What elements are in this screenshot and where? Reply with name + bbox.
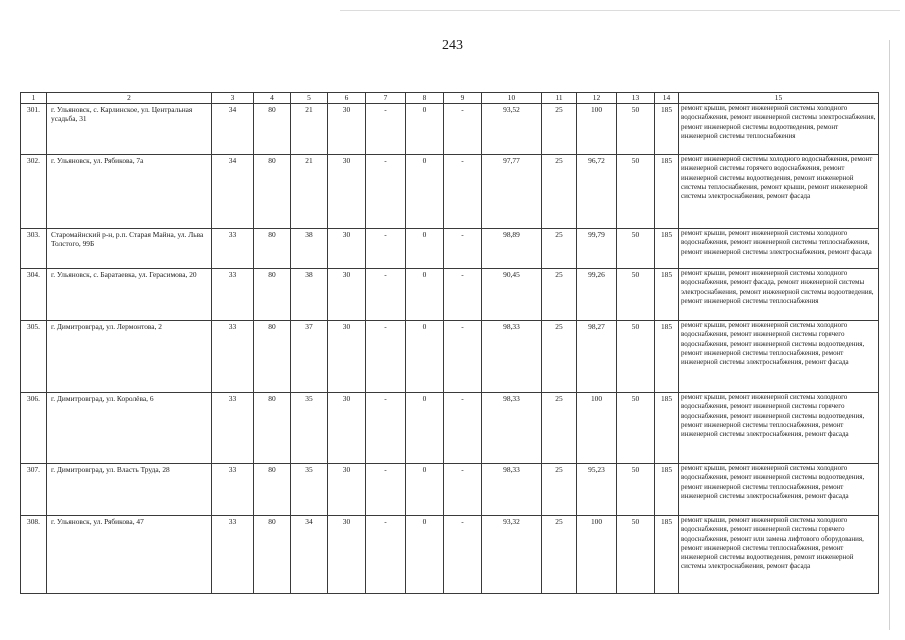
value-cell: 25 bbox=[542, 393, 577, 464]
value-cell: 185 bbox=[655, 104, 679, 155]
value-cell: - bbox=[366, 464, 406, 516]
value-cell: 30 bbox=[328, 104, 366, 155]
value-cell: - bbox=[366, 321, 406, 393]
value-cell: 185 bbox=[655, 229, 679, 269]
address-cell: г. Ульяновск, ул. Рябикова, 7а bbox=[47, 155, 212, 229]
value-cell: 25 bbox=[542, 464, 577, 516]
value-cell: 80 bbox=[254, 464, 291, 516]
value-cell: 25 bbox=[542, 229, 577, 269]
document-table-container bbox=[20, 92, 878, 594]
value-cell: 93,32 bbox=[482, 516, 542, 594]
value-cell: 50 bbox=[617, 321, 655, 393]
address-cell: г. Димитровград, ул. Королёва, 6 bbox=[47, 393, 212, 464]
column-header: 2 bbox=[47, 93, 212, 104]
value-cell: 33 bbox=[212, 269, 254, 321]
data-table bbox=[20, 92, 879, 594]
value-cell: 35 bbox=[291, 464, 328, 516]
scan-artifact-top bbox=[340, 10, 900, 11]
row-number: 308. bbox=[21, 516, 47, 594]
table-row bbox=[21, 104, 879, 155]
table-row bbox=[21, 516, 879, 594]
value-cell: 37 bbox=[291, 321, 328, 393]
value-cell: 185 bbox=[655, 269, 679, 321]
row-number: 305. bbox=[21, 321, 47, 393]
value-cell: 33 bbox=[212, 321, 254, 393]
value-cell: 25 bbox=[542, 269, 577, 321]
column-header: 3 bbox=[212, 93, 254, 104]
work-types-cell: ремонт крыши, ремонт инженерной системы холодного водоснабжения, ремонт фасада, ремонт инженерной системы электроснабжения, ремонт инженерной системы водоотведения, ремонт инженерной системы теплоснабжения bbox=[679, 269, 879, 321]
value-cell: 80 bbox=[254, 155, 291, 229]
value-cell: 30 bbox=[328, 269, 366, 321]
column-header: 4 bbox=[254, 93, 291, 104]
value-cell: - bbox=[444, 155, 482, 229]
row-number: 304. bbox=[21, 269, 47, 321]
value-cell: 185 bbox=[655, 155, 679, 229]
table-row bbox=[21, 155, 879, 229]
value-cell: 98,33 bbox=[482, 464, 542, 516]
page-number: 243 bbox=[442, 38, 463, 53]
value-cell: 95,23 bbox=[577, 464, 617, 516]
value-cell: 0 bbox=[406, 155, 444, 229]
table-row bbox=[21, 269, 879, 321]
value-cell: 185 bbox=[655, 393, 679, 464]
value-cell: 97,77 bbox=[482, 155, 542, 229]
table-row bbox=[21, 321, 879, 393]
value-cell: - bbox=[366, 269, 406, 321]
column-header: 14 bbox=[655, 93, 679, 104]
work-types-cell: ремонт крыши, ремонт инженерной системы холодного водоснабжения, ремонт инженерной системы теплоснабжения, ремонт инженерной системы электроснабжения, ремонт фасада bbox=[679, 229, 879, 269]
column-header: 11 bbox=[542, 93, 577, 104]
value-cell: 50 bbox=[617, 393, 655, 464]
value-cell: 50 bbox=[617, 155, 655, 229]
value-cell: 0 bbox=[406, 321, 444, 393]
work-types-cell: ремонт инженерной системы холодного водоснабжения, ремонт инженерной системы горячего водоснабжения, ремонт инженерной системы водоотведения, ремонт инженерной системы теплоснабжения, ремонт крыши, ремонт инженерной системы электроснабжения, ремонт фасада bbox=[679, 155, 879, 229]
value-cell: - bbox=[444, 269, 482, 321]
value-cell: 50 bbox=[617, 104, 655, 155]
value-cell: 25 bbox=[542, 516, 577, 594]
column-header: 1 bbox=[21, 93, 47, 104]
address-cell: г. Ульяновск, с. Баратаевка, ул. Герасимова, 20 bbox=[47, 269, 212, 321]
value-cell: 0 bbox=[406, 516, 444, 594]
value-cell: 21 bbox=[291, 104, 328, 155]
value-cell: 80 bbox=[254, 516, 291, 594]
row-number: 306. bbox=[21, 393, 47, 464]
value-cell: - bbox=[366, 516, 406, 594]
value-cell: 100 bbox=[577, 393, 617, 464]
value-cell: - bbox=[366, 393, 406, 464]
row-number: 302. bbox=[21, 155, 47, 229]
value-cell: - bbox=[444, 104, 482, 155]
value-cell: 80 bbox=[254, 269, 291, 321]
value-cell: 30 bbox=[328, 464, 366, 516]
value-cell: 96,72 bbox=[577, 155, 617, 229]
value-cell: - bbox=[444, 516, 482, 594]
address-cell: г. Ульяновск, ул. Рябикова, 47 bbox=[47, 516, 212, 594]
column-header: 8 bbox=[406, 93, 444, 104]
value-cell: 99,79 bbox=[577, 229, 617, 269]
value-cell: 30 bbox=[328, 155, 366, 229]
value-cell: 30 bbox=[328, 229, 366, 269]
column-header: 12 bbox=[577, 93, 617, 104]
value-cell: 80 bbox=[254, 393, 291, 464]
value-cell: 185 bbox=[655, 464, 679, 516]
work-types-cell: ремонт крыши, ремонт инженерной системы холодного водоснабжения, ремонт инженерной системы водоотведения, ремонт инженерной системы теплоснабжения, ремонт инженерной системы электроснабжения, ремонт фасада bbox=[679, 464, 879, 516]
value-cell: 98,33 bbox=[482, 321, 542, 393]
value-cell: - bbox=[366, 104, 406, 155]
row-number: 307. bbox=[21, 464, 47, 516]
value-cell: 34 bbox=[212, 155, 254, 229]
value-cell: 98,89 bbox=[482, 229, 542, 269]
column-header: 13 bbox=[617, 93, 655, 104]
value-cell: 80 bbox=[254, 229, 291, 269]
work-types-cell: ремонт крыши, ремонт инженерной системы холодного водоснабжения, ремонт инженерной системы электроснабжения, ремонт инженерной системы водоотведения, ремонт инженерной системы теплоснабжения bbox=[679, 104, 879, 155]
value-cell: 33 bbox=[212, 393, 254, 464]
value-cell: 98,27 bbox=[577, 321, 617, 393]
value-cell: 0 bbox=[406, 229, 444, 269]
value-cell: 34 bbox=[291, 516, 328, 594]
value-cell: - bbox=[366, 155, 406, 229]
value-cell: 98,33 bbox=[482, 393, 542, 464]
value-cell: 50 bbox=[617, 464, 655, 516]
value-cell: 21 bbox=[291, 155, 328, 229]
column-header: 7 bbox=[366, 93, 406, 104]
value-cell: 0 bbox=[406, 269, 444, 321]
value-cell: 25 bbox=[542, 155, 577, 229]
row-number: 301. bbox=[21, 104, 47, 155]
address-cell: г. Димитровград, ул. Лермонтова, 2 bbox=[47, 321, 212, 393]
address-cell: г. Димитровград, ул. Власть Труда, 28 bbox=[47, 464, 212, 516]
value-cell: 50 bbox=[617, 229, 655, 269]
work-types-cell: ремонт крыши, ремонт инженерной системы холодного водоснабжения, ремонт инженерной системы горячего водоснабжения, ремонт инженерной системы водоотведения, ремонт инженерной системы теплоснабжения, ремонт инженерной системы электроснабжения, ремонт фасада bbox=[679, 321, 879, 393]
value-cell: 33 bbox=[212, 464, 254, 516]
address-cell: Старомайнский р-н, р.п. Старая Майна, ул. Льва Толстого, 99Б bbox=[47, 229, 212, 269]
value-cell: 0 bbox=[406, 104, 444, 155]
address-cell: г. Ульяновск, с. Карлинское, ул. Центральная усадьба, 31 bbox=[47, 104, 212, 155]
value-cell: 33 bbox=[212, 516, 254, 594]
column-header: 15 bbox=[679, 93, 879, 104]
column-header: 6 bbox=[328, 93, 366, 104]
value-cell: - bbox=[444, 393, 482, 464]
column-header: 10 bbox=[482, 93, 542, 104]
work-types-cell: ремонт крыши, ремонт инженерной системы холодного водоснабжения, ремонт инженерной системы горячего водоснабжения, ремонт инженерной системы водоотведения, ремонт инженерной системы теплоснабжения, ремонт инженерной системы электроснабжения, ремонт фасада bbox=[679, 393, 879, 464]
column-header: 9 bbox=[444, 93, 482, 104]
value-cell: 25 bbox=[542, 321, 577, 393]
value-cell: 100 bbox=[577, 104, 617, 155]
value-cell: 80 bbox=[254, 104, 291, 155]
table-body bbox=[21, 104, 879, 594]
value-cell: 100 bbox=[577, 516, 617, 594]
value-cell: 38 bbox=[291, 269, 328, 321]
value-cell: - bbox=[366, 229, 406, 269]
value-cell: - bbox=[444, 464, 482, 516]
value-cell: 33 bbox=[212, 229, 254, 269]
value-cell: 90,45 bbox=[482, 269, 542, 321]
value-cell: 93,52 bbox=[482, 104, 542, 155]
value-cell: 35 bbox=[291, 393, 328, 464]
table-row bbox=[21, 393, 879, 464]
value-cell: 99,26 bbox=[577, 269, 617, 321]
value-cell: 0 bbox=[406, 393, 444, 464]
table-row bbox=[21, 229, 879, 269]
table-header-row bbox=[21, 93, 879, 104]
value-cell: 30 bbox=[328, 393, 366, 464]
value-cell: 185 bbox=[655, 516, 679, 594]
value-cell: - bbox=[444, 321, 482, 393]
value-cell: 30 bbox=[328, 321, 366, 393]
value-cell: 25 bbox=[542, 104, 577, 155]
value-cell: 30 bbox=[328, 516, 366, 594]
scan-artifact-right bbox=[889, 40, 890, 630]
value-cell: 80 bbox=[254, 321, 291, 393]
column-header: 5 bbox=[291, 93, 328, 104]
row-number: 303. bbox=[21, 229, 47, 269]
value-cell: 50 bbox=[617, 269, 655, 321]
work-types-cell: ремонт крыши, ремонт инженерной системы холодного водоснабжения, ремонт инженерной системы горячего водоснабжения, ремонт или замена лифтового оборудования, ремонт инженерной системы теплоснабжения, ремонт инженерной системы водоотведения, ремонт инженерной системы электроснабжения, ремонт фасада bbox=[679, 516, 879, 594]
value-cell: 50 bbox=[617, 516, 655, 594]
value-cell: 38 bbox=[291, 229, 328, 269]
value-cell: 185 bbox=[655, 321, 679, 393]
table-row bbox=[21, 464, 879, 516]
value-cell: 0 bbox=[406, 464, 444, 516]
value-cell: - bbox=[444, 229, 482, 269]
value-cell: 34 bbox=[212, 104, 254, 155]
